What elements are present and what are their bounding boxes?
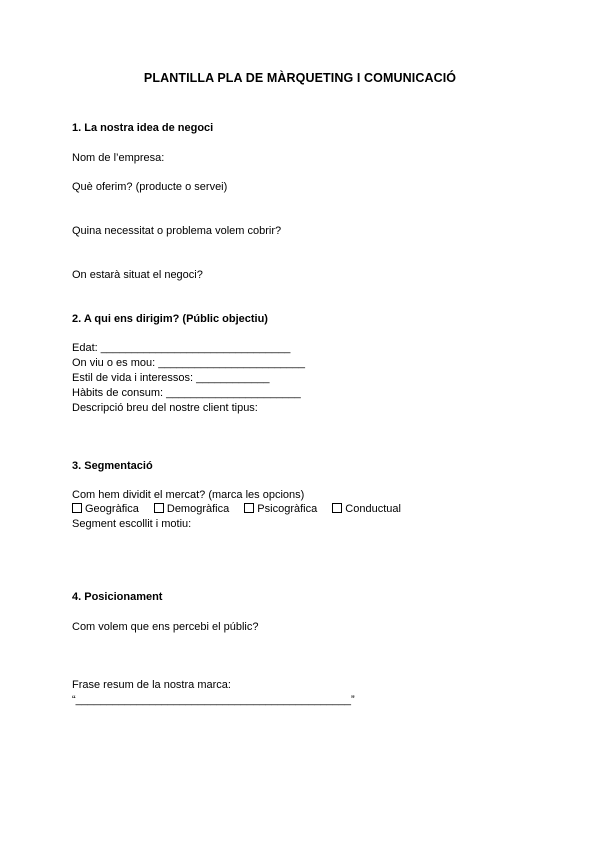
option-label: Psicogràfica <box>257 503 318 515</box>
option-behavioral[interactable] <box>332 503 401 516</box>
option-psychographic[interactable] <box>244 503 317 516</box>
checkbox-icon[interactable] <box>72 503 82 513</box>
section-4-heading: 4. Posicionament <box>72 591 163 603</box>
option-geographic[interactable] <box>72 503 139 516</box>
section-2-heading: 2. A qui ens dirigim? (Públic objectiu) <box>72 313 268 325</box>
checkbox-icon[interactable] <box>332 503 342 513</box>
client-description-field: Descripció breu del nostre client tipus: <box>72 402 258 414</box>
option-demographic[interactable] <box>154 503 229 516</box>
checkbox-icon[interactable] <box>154 503 164 513</box>
checkbox-icon[interactable] <box>244 503 254 513</box>
document-title: PLANTILLA PLA DE MÀRQUETING I COMUNICACIÓ <box>143 71 457 85</box>
brand-phrase-line: “_____________________________________________” <box>72 694 355 706</box>
lifestyle-field: Estil de vida i interessos: ____________ <box>72 372 270 384</box>
need-question: Quina necessitat o problema volem cobrir? <box>72 225 282 237</box>
brand-phrase-label: Frase resum de la nostra marca: <box>72 679 231 691</box>
segmentation-question: Com hem dividit el mercat? (marca les opcions) <box>72 489 305 501</box>
age-field: Edat: _______________________________ <box>72 342 291 354</box>
option-label: Geogràfica <box>85 503 139 515</box>
option-label: Demogràfica <box>166 503 230 515</box>
residence-field: On viu o es mou: ________________________ <box>72 357 306 369</box>
section-3-heading: 3. Segmentació <box>72 460 153 472</box>
company-name-field: Nom de l’empresa: <box>72 152 165 164</box>
option-label: Conductual <box>345 503 401 515</box>
habits-field: Hàbits de consum: ______________________ <box>72 387 301 399</box>
location-question: On estarà situat el negoci? <box>72 269 203 281</box>
chosen-segment-field: Segment escollit i motiu: <box>72 518 192 530</box>
section-1-heading: 1. La nostra idea de negoci <box>72 122 214 134</box>
segmentation-options <box>72 503 401 516</box>
perception-question: Com volem que ens percebi el públic? <box>72 621 259 633</box>
offer-question: Què oferim? (producte o servei) <box>72 181 228 193</box>
